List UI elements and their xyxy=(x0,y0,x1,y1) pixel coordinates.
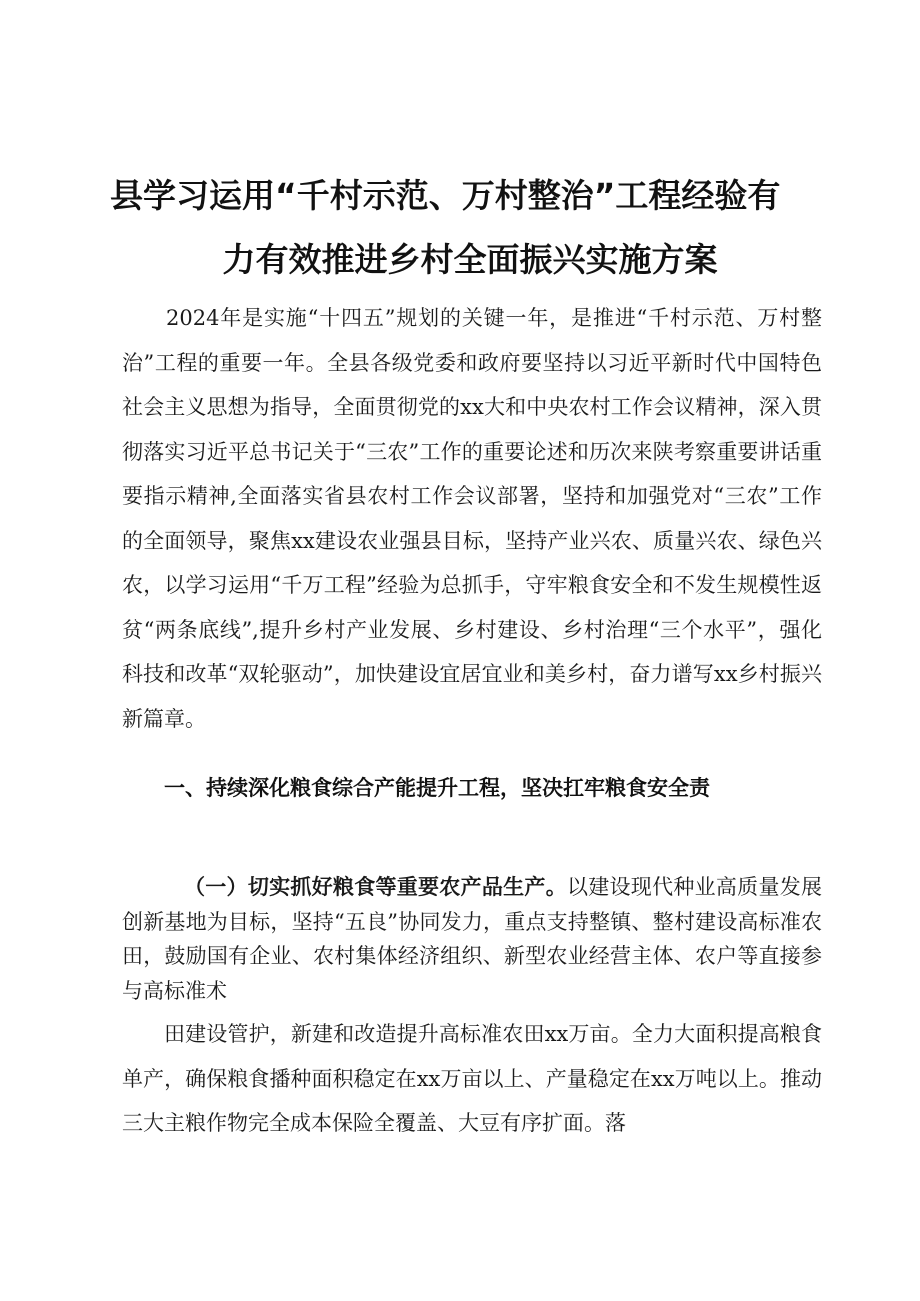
section-1-heading: 一、持续深化粮食综合产能提升工程，坚决扛牢粮食安全责 xyxy=(164,776,710,800)
subsection-1-lead: （一）切实抓好粮食等重要农产品生产。 xyxy=(184,874,567,899)
intro-paragraph: 2024年是实施“十四五”规划的关键一年，是推进“千村示范、万村整治”工程的重要一年。全县各级党委和政府要坚持以习近平新时代中国特色社会主义思想为指导，全面贯彻党的xx大和中央农村工作会议精神，深入贯彻落实习近平总书记关于“三农”工作的重要论述和历次来陕考察重要讲话重要指示精神,全面落实省县农村工作会议部署，坚持和加强党对“三农”工作的全面领导，聚焦xx建设农业强县目标，坚持产业兴农、质量兴农、绿色兴农，以学习运用“千万工程”经验为总抓手，守牢粮食安全和不发生规模性返贫“两条底线”,提升乡村产业发展、乡村建设、乡村治理“三个水平”，强化科技和改革“双轮驱动”，加快建设宜居宜业和美乡村，奋力谱写xx乡村振兴新篇章。 xyxy=(122,306,822,731)
document-title-line-2: 力有效推进乡村全面振兴实施方案 xyxy=(222,240,718,279)
subsection-1-text: 以建设现代种业高质量发展创新基地为目标，坚持“五良”协同发力，重点支持整镇、整村建设高标准农田，鼓励国有企业、农村集体经济组织、新型农业经营主体、农户等直接参与高标准术 xyxy=(122,875,823,1003)
document-title-line-1: 县学习运用“千村示范、万村整治”工程经验有 xyxy=(110,176,781,215)
subsection-1-paragraph xyxy=(122,870,822,1008)
continuation-paragraph: 田建设管护，新建和改造提升高标准农田xx万亩。全力大面积提高粮食单产，确保粮食播种面积稳定在xx万亩以上、产量稳定在xx万吨以上。推动三大主粮作物完全成本保险全覆盖、大豆有序扩面。落 xyxy=(122,1022,822,1135)
